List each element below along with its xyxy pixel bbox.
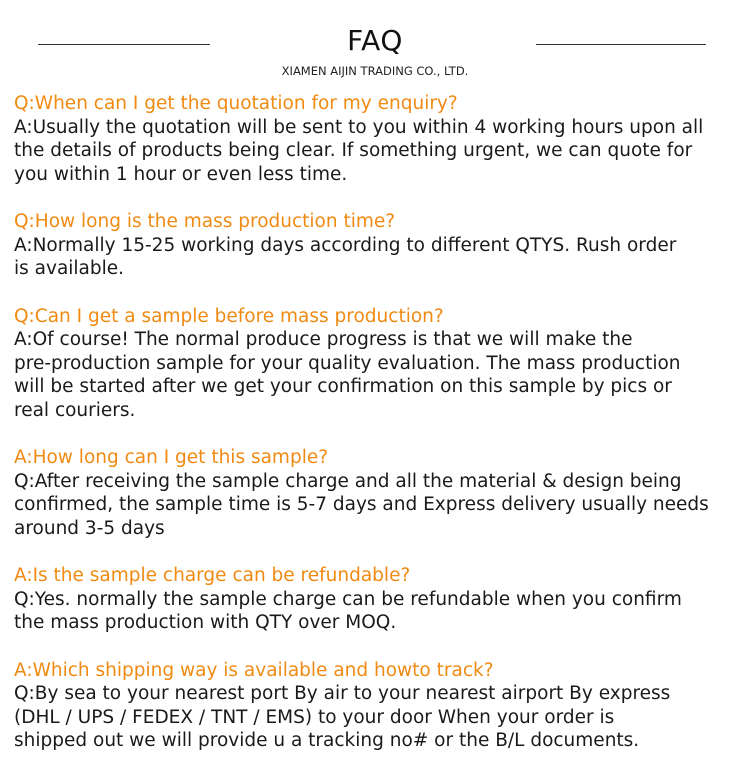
faq-answer-line: you within 1 hour or even less time. [14,163,348,185]
faq-item-sample-time [14,446,744,540]
faq-answer-line: around 3-5 days [14,517,165,539]
header-divider-right [536,44,706,45]
faq-question: Q:How long is the mass production time? [14,211,396,232]
faq-question: A:Is the sample charge can be refundable? [14,565,411,586]
faq-answer-line: A:Usually the quotation will be sent to you within 4 working hours upon all [14,116,704,138]
company-name: XIAMEN AIJIN TRADING CO., LTD. [281,64,469,78]
faq-item-shipping [14,659,744,753]
faq-answer-line: is available. [14,258,125,279]
faq-answer-line: shipped out we will provide u a tracking no# or the B/L documents. [14,730,640,751]
faq-answer-line: Q:By sea to your nearest port By air to your nearest airport By express [14,683,671,704]
faq-answer-line: will be started after we get your confirmation on this sample by pics or [14,376,672,397]
faq-question: A:How long can I get this sample? [14,447,329,468]
faq-answer [14,234,744,281]
faq-answer-line: Q:Yes. normally the sample charge can be refundable when you confirm [14,588,682,610]
faq-answer [14,588,744,635]
faq-list [14,92,744,777]
faq-answer-line: the mass production with QTY over MOQ. [14,612,397,633]
faq-answer-line: pre-production sample for your quality evaluation. The mass production [14,352,681,374]
faq-question: A:Which shipping way is available and howto track? [14,659,494,681]
faq-item-sample [14,305,744,423]
faq-answer-line: real couriers. [14,399,136,421]
faq-answer-line: (DHL / UPS / FEDEX / TNT / EMS) to your door When your order is [14,706,615,728]
faq-answer [14,328,744,422]
faq-answer [14,470,744,541]
faq-question: Q:When can I get the quotation for my enquiry? [14,93,458,114]
faq-answer-line: Q:After receiving the sample charge and all the material & design being [14,470,682,492]
faq-answer [14,682,744,753]
page-title: FAQ [347,24,403,57]
faq-item-quotation [14,92,744,186]
faq-item-refund [14,564,744,635]
faq-answer-line: the details of products being clear. If something urgent, we can quote for [14,140,693,161]
faq-answer-line: confirmed, the sample time is 5-7 days and Express delivery usually needs [14,494,709,515]
faq-answer [14,116,744,187]
faq-item-production-time [14,210,744,281]
faq-header [0,0,750,90]
faq-answer-line: A:Normally 15-25 working days according to different QTYS. Rush order [14,234,677,256]
faq-question: Q:Can I get a sample before mass production? [14,305,444,327]
faq-answer-line: A:Of course! The normal produce progress is that we will make the [14,329,633,350]
